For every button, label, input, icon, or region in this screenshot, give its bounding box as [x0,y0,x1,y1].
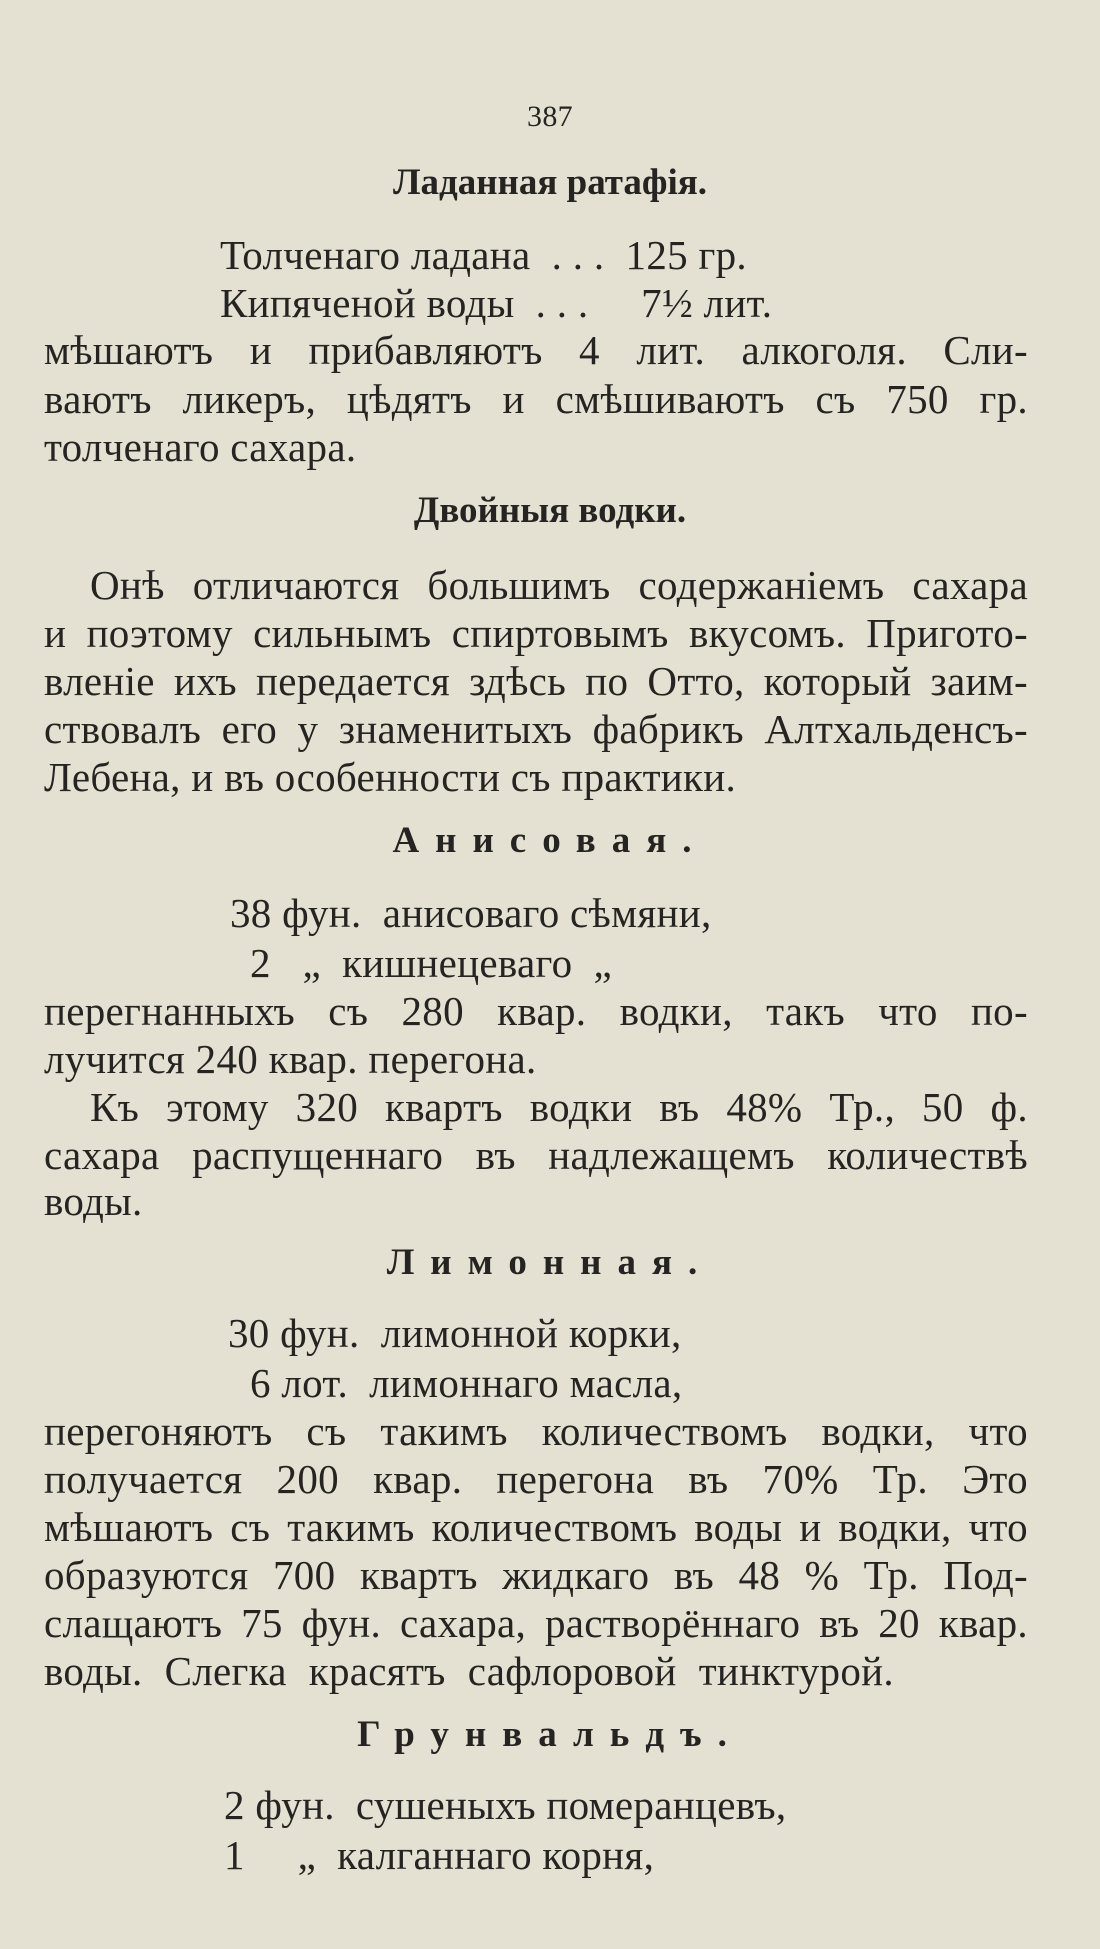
text-line [44,1502,1028,1552]
word: квар. [497,988,587,1034]
word: ихъ [173,658,237,704]
word: Тр. [863,1552,919,1598]
word: гр. [979,376,1028,422]
text-line: лучится 240 квар. перегона. [44,1036,537,1082]
word: растворённаго [544,1600,801,1646]
word: получается [44,1456,243,1502]
ingredient-qty: 2 фун. [224,1782,335,1828]
word: въ [688,1456,729,1502]
recipe-row [220,278,772,328]
word: Сли- [943,327,1028,373]
word: этому [166,1084,269,1130]
text-line [44,656,1028,706]
word: 20 [878,1600,920,1646]
ditto-mark: „ [593,940,613,986]
word: распущеннаго [192,1132,444,1178]
word: лит. [636,327,706,373]
word: перегоняютъ [44,1408,273,1454]
ingredient-name: анисоваго сѣмяни, [382,890,712,936]
word: его [221,706,278,752]
word: Къ [90,1084,140,1130]
word: Под- [943,1552,1028,1598]
page-number: 387 [527,100,573,133]
word: въ [475,1132,516,1178]
word: количествомъ [431,1504,678,1550]
word: фун. [301,1600,382,1646]
recipe-row [224,1830,654,1880]
word: 70% [762,1456,839,1502]
ingredient-name: сушеныхъ померанцевъ, [355,1782,787,1828]
word: ф. [990,1084,1028,1130]
leader-dots: . . . [551,232,605,278]
word: фабрикъ [592,706,744,752]
word: 48% [726,1084,803,1130]
word: съ [815,376,856,422]
word: сахара [44,1132,160,1178]
ingredient-name: Толченаго ладана [220,232,531,278]
word: въ [819,1600,860,1646]
word: количествѣ [827,1132,1028,1178]
word: ваютъ [44,376,152,422]
text-line [44,1550,1028,1600]
section-title-limonnaya: Лимонная. [386,1242,714,1283]
word: сильнымъ [253,610,432,656]
word: что [968,1504,1028,1550]
text-line [44,1406,1028,1456]
ingredient-qty: 7½ лит. [641,280,773,326]
recipe-row [230,888,712,938]
section-title-grunvald: Грунвальдъ. [357,1714,743,1755]
word: сахара, [399,1600,527,1646]
ingredient-name: Кипяченой воды [220,280,515,326]
word: слащаютъ [44,1600,223,1646]
word: передается [256,658,451,704]
text-line [90,560,1028,610]
word: отличаются [192,562,400,608]
word: такимъ [287,1504,415,1550]
ingredient-name: кишнецеваго [342,940,573,986]
word: перегона [496,1456,655,1502]
word: Тр. [872,1456,928,1502]
ingredient-name: лимонной корки, [380,1310,682,1356]
word: заим- [930,658,1028,704]
word: смѣшиваютъ [555,376,785,422]
word: по [585,658,629,704]
word: 280 [401,988,464,1034]
word: перегнанныхъ [44,988,295,1034]
word: Тр., [829,1084,895,1130]
text-line [90,1082,1028,1132]
word: который [763,658,912,704]
word: ствовалъ [44,706,202,752]
word: что [878,988,938,1034]
recipe-row [250,1358,682,1408]
word: воды. [44,1648,143,1694]
ingredient-name: калганнаго корня, [337,1832,655,1878]
recipe-row [220,230,747,280]
text-line [44,608,1028,658]
ingredient-qty: 1 [224,1832,245,1878]
recipe-row [224,1780,786,1830]
word: съ [306,1408,347,1454]
word: и [502,376,525,422]
leader-dots: . . . [535,280,589,326]
word: цѣдятъ [346,376,472,422]
word: Это [962,1456,1028,1502]
word: здѣсь [469,658,567,704]
text-line [44,1130,1028,1180]
word: надлежащемъ [548,1132,795,1178]
word: % [804,1552,840,1598]
section-title-dvoinye-vodki: Двойныя водки. [413,490,687,531]
ingredient-qty: 30 фун. [228,1310,360,1356]
word: Онѣ [90,562,165,608]
text-line: толченаго сахара. [44,424,357,470]
ingredient-name: лимоннаго масла, [369,1360,683,1406]
word: тинктурой. [698,1648,894,1694]
text-line [44,1454,1028,1504]
word: квартъ [359,1552,478,1598]
text-line [44,1598,1028,1648]
word: въ [673,1552,714,1598]
ingredient-qty: 125 гр. [625,232,747,278]
word: 4 [579,327,600,373]
word: и [249,327,273,373]
word: воды [694,1504,783,1550]
word: Отто, [647,658,745,704]
word: съ [230,1504,271,1550]
word: количествомъ [541,1408,788,1454]
word: поэтому [86,610,233,656]
ingredient-qty: 38 фун. [230,890,362,936]
recipe-row [228,1308,682,1358]
word: вкусомъ. [689,610,846,656]
ingredient-qty: 6 лот. [250,1360,349,1406]
word: и [44,610,67,656]
word: квар. [373,1456,463,1502]
word: сафлоровой [467,1648,677,1694]
word: квартъ [384,1084,503,1130]
word: жидкаго [502,1552,650,1598]
word: 700 [273,1552,336,1598]
ditto-mark: „ [302,940,321,986]
word: спиртовымъ [451,610,669,656]
section-title-ladannaya-ratafia: Ладанная ратафія. [392,162,708,203]
word: 750 [886,376,949,422]
text-line [44,374,1028,424]
word: знаменитыхъ [338,706,573,752]
word: съ [328,988,369,1034]
word: сахара [912,562,1028,608]
word: 200 [276,1456,339,1502]
word: алкоголя. [741,327,907,373]
word: водки, [821,1408,935,1454]
text-line: Лебена, и въ особенности съ практики. [44,754,737,800]
word: въ [659,1084,700,1130]
word: Пригото- [866,610,1028,656]
word: прибавляютъ [308,327,543,373]
text-line [44,986,1028,1036]
word: ликеръ, [182,376,317,422]
word: 50 [921,1084,964,1130]
word: водки [529,1084,633,1130]
word: такимъ [380,1408,508,1454]
section-title-anisovaya: Анисовая. [392,820,708,861]
word: мѣшаютъ [44,327,214,373]
word: что [968,1408,1028,1454]
word: красятъ [308,1648,446,1694]
text-line [44,1646,894,1696]
word: водки, [619,988,733,1034]
ingredient-qty: 2 [250,940,271,986]
word: содержаніемъ [638,562,885,608]
word: по- [970,988,1028,1034]
word: вленіе [44,658,155,704]
word: и [799,1504,822,1550]
word: Алтхальденсъ- [764,706,1028,752]
ditto-mark: „ [297,1832,317,1878]
word: большимъ [427,562,611,608]
word: квар. [938,1600,1028,1646]
word: 75 [241,1600,283,1646]
word: 320 [295,1084,359,1130]
word: водки, [838,1504,952,1550]
word: образуются [44,1552,249,1598]
recipe-row [250,938,612,988]
word: у [297,706,319,752]
word: такъ [766,988,845,1034]
word: 48 [738,1552,781,1598]
text-line [44,704,1028,754]
word: мѣшаютъ [44,1504,214,1550]
word: Слегка [164,1648,287,1694]
text-line [44,325,1028,375]
text-line: воды. [44,1178,143,1224]
